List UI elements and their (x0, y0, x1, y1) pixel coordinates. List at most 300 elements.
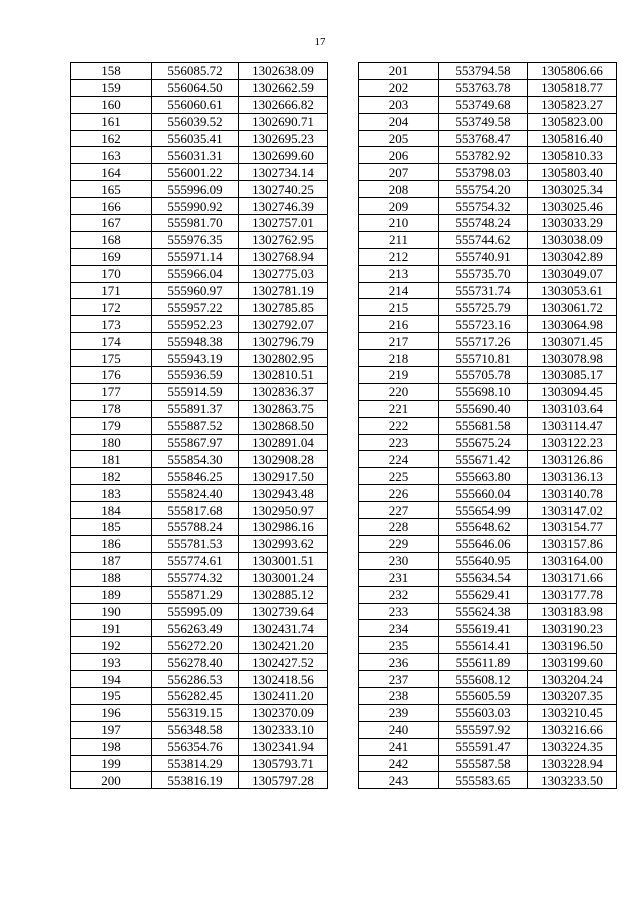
x-coordinate-cell: 556039.52 (152, 113, 239, 130)
point-number-cell: 182 (71, 468, 152, 485)
table-row (71, 265, 328, 282)
point-number-cell: 190 (71, 603, 152, 620)
table-row (359, 299, 617, 316)
table-row (71, 96, 328, 113)
point-number-cell: 175 (71, 350, 152, 367)
y-coordinate-cell: 1305797.28 (239, 772, 328, 789)
point-number-cell: 186 (71, 535, 152, 552)
point-number-cell: 163 (71, 147, 152, 164)
table-row (71, 502, 328, 519)
x-coordinate-cell: 556354.76 (152, 738, 239, 755)
y-coordinate-cell: 1303078.98 (528, 350, 617, 367)
point-number-cell: 159 (71, 79, 152, 96)
point-number-cell: 210 (359, 215, 439, 232)
point-number-cell: 234 (359, 620, 439, 637)
table-row (71, 350, 328, 367)
y-coordinate-cell: 1302333.10 (239, 721, 328, 738)
y-coordinate-cell: 1303210.45 (528, 704, 617, 721)
x-coordinate-cell: 555717.26 (439, 333, 528, 350)
table-row (359, 63, 617, 80)
y-coordinate-cell: 1302993.62 (239, 535, 328, 552)
y-coordinate-cell: 1303064.98 (528, 316, 617, 333)
y-coordinate-cell: 1302785.85 (239, 299, 328, 316)
table-row (359, 620, 617, 637)
x-coordinate-cell: 556319.15 (152, 704, 239, 721)
x-coordinate-cell: 555624.38 (439, 603, 528, 620)
point-number-cell: 243 (359, 772, 439, 789)
y-coordinate-cell: 1303157.86 (528, 535, 617, 552)
point-number-cell: 229 (359, 535, 439, 552)
y-coordinate-cell: 1302762.95 (239, 231, 328, 248)
table-row (71, 198, 328, 215)
point-number-cell: 240 (359, 721, 439, 738)
y-coordinate-cell: 1302418.56 (239, 671, 328, 688)
coordinates-table-right-body (359, 63, 617, 789)
table-row (71, 654, 328, 671)
y-coordinate-cell: 1302868.50 (239, 417, 328, 434)
table-row (71, 468, 328, 485)
y-coordinate-cell: 1302802.95 (239, 350, 328, 367)
point-number-cell: 216 (359, 316, 439, 333)
y-coordinate-cell: 1302411.20 (239, 687, 328, 704)
point-number-cell: 203 (359, 96, 439, 113)
point-number-cell: 187 (71, 552, 152, 569)
coordinates-table-left (70, 62, 328, 789)
y-coordinate-cell: 1302986.16 (239, 519, 328, 536)
x-coordinate-cell: 555774.61 (152, 552, 239, 569)
y-coordinate-cell: 1303204.24 (528, 671, 617, 688)
table-row (359, 383, 617, 400)
y-coordinate-cell: 1302757.01 (239, 215, 328, 232)
table-row (359, 502, 617, 519)
x-coordinate-cell: 555660.04 (439, 485, 528, 502)
x-coordinate-cell: 555774.32 (152, 569, 239, 586)
y-coordinate-cell: 1305818.77 (528, 79, 617, 96)
point-number-cell: 165 (71, 181, 152, 198)
table-row (71, 569, 328, 586)
y-coordinate-cell: 1302836.37 (239, 383, 328, 400)
point-number-cell: 180 (71, 434, 152, 451)
table-row (359, 552, 617, 569)
x-coordinate-cell: 555957.22 (152, 299, 239, 316)
y-coordinate-cell: 1303228.94 (528, 755, 617, 772)
table-row (359, 755, 617, 772)
x-coordinate-cell: 555781.53 (152, 535, 239, 552)
table-row (71, 485, 328, 502)
table-row (71, 130, 328, 147)
point-number-cell: 214 (359, 282, 439, 299)
x-coordinate-cell: 555710.81 (439, 350, 528, 367)
y-coordinate-cell: 1303001.51 (239, 552, 328, 569)
table-row (359, 147, 617, 164)
y-coordinate-cell: 1303233.50 (528, 772, 617, 789)
x-coordinate-cell: 555671.42 (439, 451, 528, 468)
x-coordinate-cell: 555854.30 (152, 451, 239, 468)
x-coordinate-cell: 555740.91 (439, 248, 528, 265)
table-row (359, 316, 617, 333)
point-number-cell: 206 (359, 147, 439, 164)
x-coordinate-cell: 555996.09 (152, 181, 239, 198)
y-coordinate-cell: 1303199.60 (528, 654, 617, 671)
x-coordinate-cell: 556085.72 (152, 63, 239, 80)
y-coordinate-cell: 1305823.27 (528, 96, 617, 113)
x-coordinate-cell: 555995.09 (152, 603, 239, 620)
table-row (71, 738, 328, 755)
x-coordinate-cell: 555619.41 (439, 620, 528, 637)
y-coordinate-cell: 1302885.12 (239, 586, 328, 603)
y-coordinate-cell: 1303053.61 (528, 282, 617, 299)
table-row (359, 535, 617, 552)
point-number-cell: 221 (359, 400, 439, 417)
x-coordinate-cell: 555640.95 (439, 552, 528, 569)
table-row (359, 468, 617, 485)
point-number-cell: 195 (71, 687, 152, 704)
x-coordinate-cell: 556278.40 (152, 654, 239, 671)
x-coordinate-cell: 555583.65 (439, 772, 528, 789)
table-row (359, 637, 617, 654)
table-row (71, 519, 328, 536)
point-number-cell: 161 (71, 113, 152, 130)
x-coordinate-cell: 555634.54 (439, 569, 528, 586)
y-coordinate-cell: 1303025.34 (528, 181, 617, 198)
point-number-cell: 200 (71, 772, 152, 789)
y-coordinate-cell: 1303216.66 (528, 721, 617, 738)
point-number-cell: 160 (71, 96, 152, 113)
x-coordinate-cell: 555887.52 (152, 417, 239, 434)
point-number-cell: 238 (359, 687, 439, 704)
y-coordinate-cell: 1305810.33 (528, 147, 617, 164)
point-number-cell: 202 (359, 79, 439, 96)
point-number-cell: 225 (359, 468, 439, 485)
point-number-cell: 237 (359, 671, 439, 688)
x-coordinate-cell: 555731.74 (439, 282, 528, 299)
point-number-cell: 181 (71, 451, 152, 468)
table-row (71, 755, 328, 772)
table-row (71, 603, 328, 620)
y-coordinate-cell: 1305816.40 (528, 130, 617, 147)
table-row (71, 147, 328, 164)
y-coordinate-cell: 1303177.78 (528, 586, 617, 603)
y-coordinate-cell: 1302662.59 (239, 79, 328, 96)
point-number-cell: 191 (71, 620, 152, 637)
point-number-cell: 169 (71, 248, 152, 265)
table-row (71, 316, 328, 333)
point-number-cell: 223 (359, 434, 439, 451)
y-coordinate-cell: 1302781.19 (239, 282, 328, 299)
x-coordinate-cell: 555824.40 (152, 485, 239, 502)
x-coordinate-cell: 555960.97 (152, 282, 239, 299)
y-coordinate-cell: 1303183.98 (528, 603, 617, 620)
table-row (71, 637, 328, 654)
point-number-cell: 167 (71, 215, 152, 232)
point-number-cell: 212 (359, 248, 439, 265)
point-number-cell: 201 (359, 63, 439, 80)
table-row (71, 620, 328, 637)
x-coordinate-cell: 553763.78 (439, 79, 528, 96)
y-coordinate-cell: 1302943.48 (239, 485, 328, 502)
y-coordinate-cell: 1302796.79 (239, 333, 328, 350)
point-number-cell: 226 (359, 485, 439, 502)
point-number-cell: 228 (359, 519, 439, 536)
point-number-cell: 172 (71, 299, 152, 316)
x-coordinate-cell: 556348.58 (152, 721, 239, 738)
y-coordinate-cell: 1303033.29 (528, 215, 617, 232)
y-coordinate-cell: 1305803.40 (528, 164, 617, 181)
table-row (359, 400, 617, 417)
point-number-cell: 213 (359, 265, 439, 282)
y-coordinate-cell: 1303122.23 (528, 434, 617, 451)
point-number-cell: 241 (359, 738, 439, 755)
y-coordinate-cell: 1302950.97 (239, 502, 328, 519)
x-coordinate-cell: 555871.29 (152, 586, 239, 603)
point-number-cell: 232 (359, 586, 439, 603)
x-coordinate-cell: 555976.35 (152, 231, 239, 248)
x-coordinate-cell: 555597.92 (439, 721, 528, 738)
point-number-cell: 198 (71, 738, 152, 755)
y-coordinate-cell: 1303049.07 (528, 265, 617, 282)
point-number-cell: 235 (359, 637, 439, 654)
point-number-cell: 179 (71, 417, 152, 434)
x-coordinate-cell: 555605.59 (439, 687, 528, 704)
table-row (71, 400, 328, 417)
x-coordinate-cell: 555654.99 (439, 502, 528, 519)
point-number-cell: 224 (359, 451, 439, 468)
table-row (359, 265, 617, 282)
table-row (359, 113, 617, 130)
point-number-cell: 168 (71, 231, 152, 248)
x-coordinate-cell: 553782.92 (439, 147, 528, 164)
x-coordinate-cell: 556286.53 (152, 671, 239, 688)
table-row (71, 671, 328, 688)
table-row (71, 772, 328, 789)
table-row (71, 417, 328, 434)
table-row (359, 451, 617, 468)
table-row (359, 350, 617, 367)
point-number-cell: 166 (71, 198, 152, 215)
y-coordinate-cell: 1303042.89 (528, 248, 617, 265)
x-coordinate-cell: 555936.59 (152, 367, 239, 384)
table-row (71, 586, 328, 603)
table-row (359, 198, 617, 215)
table-row (359, 434, 617, 451)
x-coordinate-cell: 556064.50 (152, 79, 239, 96)
y-coordinate-cell: 1303224.35 (528, 738, 617, 755)
table-row (71, 215, 328, 232)
table-row (359, 215, 617, 232)
x-coordinate-cell: 555754.32 (439, 198, 528, 215)
x-coordinate-cell: 555971.14 (152, 248, 239, 265)
x-coordinate-cell: 556035.41 (152, 130, 239, 147)
point-number-cell: 194 (71, 671, 152, 688)
y-coordinate-cell: 1303126.86 (528, 451, 617, 468)
x-coordinate-cell: 555690.40 (439, 400, 528, 417)
x-coordinate-cell: 555663.80 (439, 468, 528, 485)
point-number-cell: 230 (359, 552, 439, 569)
y-coordinate-cell: 1303171.66 (528, 569, 617, 586)
y-coordinate-cell: 1302666.82 (239, 96, 328, 113)
y-coordinate-cell: 1303085.17 (528, 367, 617, 384)
table-row (71, 282, 328, 299)
y-coordinate-cell: 1302775.03 (239, 265, 328, 282)
y-coordinate-cell: 1302863.75 (239, 400, 328, 417)
point-number-cell: 207 (359, 164, 439, 181)
x-coordinate-cell: 555705.78 (439, 367, 528, 384)
table-row (359, 738, 617, 755)
point-number-cell: 171 (71, 282, 152, 299)
table-row (71, 299, 328, 316)
table-row (359, 333, 617, 350)
x-coordinate-cell: 556282.45 (152, 687, 239, 704)
point-number-cell: 173 (71, 316, 152, 333)
y-coordinate-cell: 1302746.39 (239, 198, 328, 215)
table-row (71, 383, 328, 400)
x-coordinate-cell: 556060.61 (152, 96, 239, 113)
point-number-cell: 205 (359, 130, 439, 147)
point-number-cell: 220 (359, 383, 439, 400)
table-row (71, 552, 328, 569)
point-number-cell: 239 (359, 704, 439, 721)
point-number-cell: 183 (71, 485, 152, 502)
table-row (71, 113, 328, 130)
table-row (71, 451, 328, 468)
y-coordinate-cell: 1302341.94 (239, 738, 328, 755)
table-row (359, 603, 617, 620)
x-coordinate-cell: 555735.70 (439, 265, 528, 282)
point-number-cell: 222 (359, 417, 439, 434)
y-coordinate-cell: 1302695.23 (239, 130, 328, 147)
x-coordinate-cell: 555698.10 (439, 383, 528, 400)
x-coordinate-cell: 555867.97 (152, 434, 239, 451)
coordinates-table-right (358, 62, 617, 789)
table-row (71, 181, 328, 198)
y-coordinate-cell: 1302699.60 (239, 147, 328, 164)
y-coordinate-cell: 1303025.46 (528, 198, 617, 215)
y-coordinate-cell: 1302740.25 (239, 181, 328, 198)
point-number-cell: 193 (71, 654, 152, 671)
point-number-cell: 176 (71, 367, 152, 384)
table-row (359, 721, 617, 738)
x-coordinate-cell: 555754.20 (439, 181, 528, 198)
x-coordinate-cell: 556272.20 (152, 637, 239, 654)
point-number-cell: 197 (71, 721, 152, 738)
x-coordinate-cell: 553814.29 (152, 755, 239, 772)
x-coordinate-cell: 555943.19 (152, 350, 239, 367)
point-number-cell: 211 (359, 231, 439, 248)
y-coordinate-cell: 1302421.20 (239, 637, 328, 654)
point-number-cell: 162 (71, 130, 152, 147)
point-number-cell: 236 (359, 654, 439, 671)
table-row (71, 231, 328, 248)
table-row (359, 519, 617, 536)
y-coordinate-cell: 1303094.45 (528, 383, 617, 400)
table-row (71, 367, 328, 384)
x-coordinate-cell: 555817.68 (152, 502, 239, 519)
x-coordinate-cell: 555608.12 (439, 671, 528, 688)
table-row (359, 79, 617, 96)
point-number-cell: 218 (359, 350, 439, 367)
table-row (359, 417, 617, 434)
y-coordinate-cell: 1302908.28 (239, 451, 328, 468)
y-coordinate-cell: 1305823.00 (528, 113, 617, 130)
point-number-cell: 164 (71, 164, 152, 181)
y-coordinate-cell: 1303001.24 (239, 569, 328, 586)
coordinates-table-left-body (71, 63, 328, 789)
point-number-cell: 170 (71, 265, 152, 282)
table-row (359, 671, 617, 688)
x-coordinate-cell: 555948.38 (152, 333, 239, 350)
x-coordinate-cell: 553749.68 (439, 96, 528, 113)
table-row (71, 721, 328, 738)
y-coordinate-cell: 1302768.94 (239, 248, 328, 265)
table-row (359, 586, 617, 603)
point-number-cell: 188 (71, 569, 152, 586)
table-row (71, 63, 328, 80)
y-coordinate-cell: 1302690.71 (239, 113, 328, 130)
y-coordinate-cell: 1305806.66 (528, 63, 617, 80)
x-coordinate-cell: 555648.62 (439, 519, 528, 536)
y-coordinate-cell: 1303103.64 (528, 400, 617, 417)
y-coordinate-cell: 1302739.64 (239, 603, 328, 620)
y-coordinate-cell: 1303114.47 (528, 417, 617, 434)
y-coordinate-cell: 1302734.14 (239, 164, 328, 181)
page-number: 17 (314, 36, 326, 48)
table-row (359, 231, 617, 248)
y-coordinate-cell: 1302810.51 (239, 367, 328, 384)
x-coordinate-cell: 555611.89 (439, 654, 528, 671)
table-row (359, 704, 617, 721)
y-coordinate-cell: 1302792.07 (239, 316, 328, 333)
point-number-cell: 217 (359, 333, 439, 350)
x-coordinate-cell: 556001.22 (152, 164, 239, 181)
x-coordinate-cell: 555744.62 (439, 231, 528, 248)
point-number-cell: 227 (359, 502, 439, 519)
y-coordinate-cell: 1303061.72 (528, 299, 617, 316)
table-row (71, 164, 328, 181)
point-number-cell: 209 (359, 198, 439, 215)
y-coordinate-cell: 1303038.09 (528, 231, 617, 248)
table-row (359, 654, 617, 671)
point-number-cell: 231 (359, 569, 439, 586)
x-coordinate-cell: 555981.70 (152, 215, 239, 232)
point-number-cell: 215 (359, 299, 439, 316)
table-row (359, 181, 617, 198)
point-number-cell: 233 (359, 603, 439, 620)
table-row (359, 367, 617, 384)
x-coordinate-cell: 553794.58 (439, 63, 528, 80)
x-coordinate-cell: 556263.49 (152, 620, 239, 637)
point-number-cell: 199 (71, 755, 152, 772)
x-coordinate-cell: 555788.24 (152, 519, 239, 536)
y-coordinate-cell: 1302431.74 (239, 620, 328, 637)
x-coordinate-cell: 555952.23 (152, 316, 239, 333)
y-coordinate-cell: 1303154.77 (528, 519, 617, 536)
table-row (359, 96, 617, 113)
y-coordinate-cell: 1303140.78 (528, 485, 617, 502)
point-number-cell: 174 (71, 333, 152, 350)
x-coordinate-cell: 555748.24 (439, 215, 528, 232)
point-number-cell: 204 (359, 113, 439, 130)
table-row (71, 333, 328, 350)
y-coordinate-cell: 1303190.23 (528, 620, 617, 637)
table-row (359, 130, 617, 147)
table-row (71, 704, 328, 721)
y-coordinate-cell: 1302891.04 (239, 434, 328, 451)
y-coordinate-cell: 1303196.50 (528, 637, 617, 654)
table-row (359, 485, 617, 502)
table-row (359, 772, 617, 789)
table-row (359, 687, 617, 704)
x-coordinate-cell: 553816.19 (152, 772, 239, 789)
